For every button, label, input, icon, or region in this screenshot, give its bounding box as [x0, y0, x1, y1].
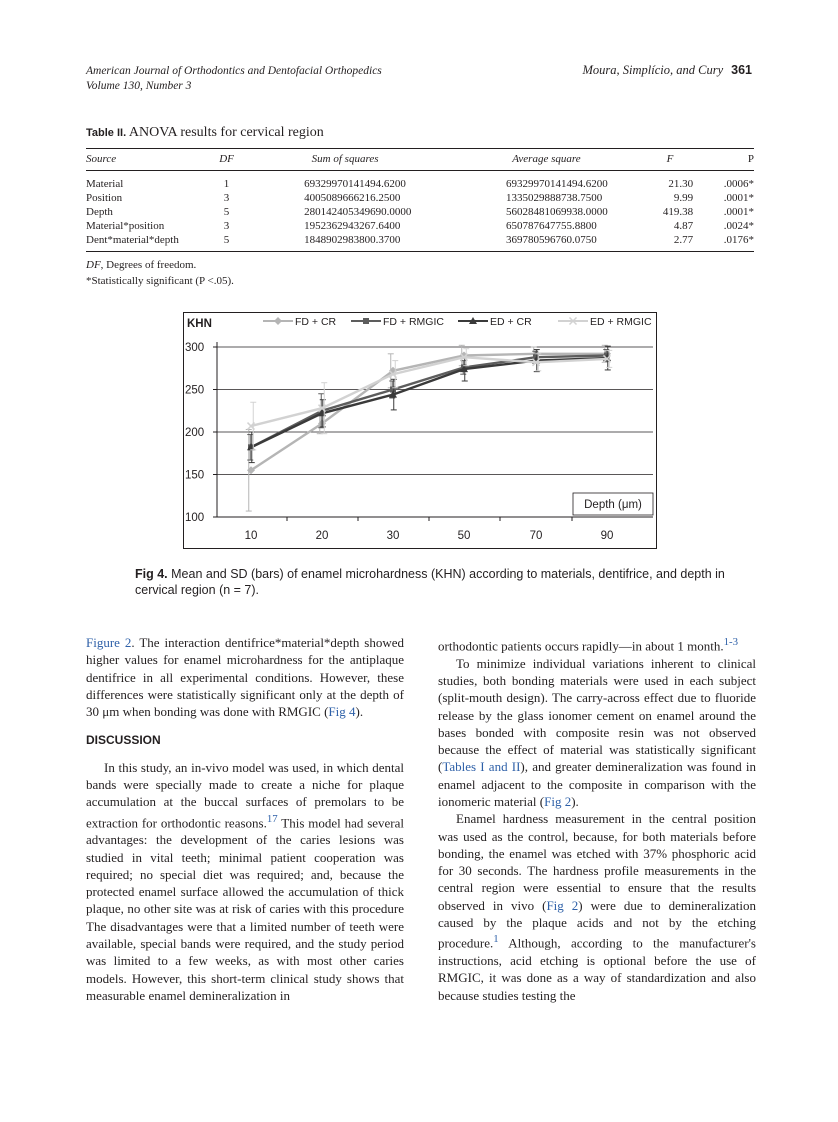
khn-depth-chart: [183, 312, 657, 549]
x-tick-label: 30: [386, 530, 400, 542]
journal-name: American Journal of Orthodontics and Dentofacial Orthopedics: [86, 65, 382, 77]
y-tick-label: 100: [185, 512, 205, 524]
table-title-text: ANOVA results for cervical region: [128, 125, 324, 140]
paragraph: [438, 655, 756, 811]
table-header-cell: Source: [86, 149, 209, 171]
table-header-cell: P: [693, 149, 754, 171]
table-cell: 1: [223, 178, 230, 190]
table-cell: 1952362943267.6400: [304, 220, 401, 232]
table-cell: 3: [223, 192, 230, 204]
table-cell: Material*position: [86, 220, 165, 232]
body-column-left: [86, 634, 404, 1004]
y-tick-label: 300: [185, 342, 205, 354]
table-title: [86, 125, 324, 141]
paragraph-text: Although, according to the manufacturer's instructions, acid etching is optional before the use of RMGIC, it was done as a way of standardization and also because studies testing the: [438, 935, 756, 1003]
table-footnote: [86, 259, 196, 271]
x-tick-label: 50: [457, 530, 471, 542]
running-header-right: [583, 63, 752, 78]
table-cell: 21.30: [668, 178, 694, 190]
section-heading: DISCUSSION: [86, 733, 161, 748]
paragraph: [86, 634, 404, 720]
table-cell: 280142405349690.0000: [304, 206, 412, 218]
table-row: [86, 191, 754, 205]
table-cell: 69329970141494.6200: [506, 178, 608, 190]
table-row: [86, 205, 754, 219]
legend-label: FD + RMGIC: [383, 316, 444, 328]
legend-label: ED + CR: [490, 316, 532, 328]
table-cell: 650787647755.8800: [506, 220, 597, 232]
table-label: Table II.: [86, 127, 127, 139]
figure-caption-text: Mean and SD (bars) of enamel microhardness (KHN) according to materials, dentifrice, and depth in cervical region (n = 7).: [135, 567, 725, 597]
table-cell: 5: [209, 233, 244, 252]
table-row: [86, 233, 754, 252]
x-axis-label: Depth (μm): [584, 499, 642, 511]
table-cell: 56028481069938.0000: [506, 206, 608, 218]
paragraph-text: ).: [571, 794, 579, 809]
running-header-left: [86, 64, 382, 94]
legend-label: FD + CR: [295, 316, 337, 328]
table-cell: .0176*: [693, 233, 754, 252]
paragraph: [86, 759, 404, 1004]
table-cell: 2.77: [647, 233, 693, 252]
table-cell: 4005089666216.2500: [304, 192, 401, 204]
table-cell: Dent*material*depth: [86, 233, 209, 252]
figure-2-link[interactable]: Figure 2: [86, 635, 132, 650]
figure-2-link[interactable]: Fig 2: [544, 794, 572, 809]
page-number: 361: [731, 63, 752, 77]
table-cell: 1848902983800.3700: [244, 233, 446, 252]
paragraph-text: ).: [355, 704, 364, 720]
paragraph-text: Enamel hardness measurement in the central position was used as the control, because, for both materials before bonding, the enamel was etched with 37% phosphoric acid for 30 seconds. The hardness profile measurements in the central region were essential to ensure that the results observed in vivo (: [438, 811, 756, 913]
table-cell: .0001*: [723, 192, 754, 204]
legend-label: ED + RMGIC: [590, 316, 652, 328]
table-header-cell: F: [647, 149, 693, 171]
y-tick-label: 150: [185, 469, 205, 482]
x-tick-label: 10: [244, 530, 258, 542]
footnote-abbrev: DF: [86, 259, 101, 271]
table-cell: 9.99: [673, 192, 694, 204]
tables-link[interactable]: Tables I and II: [442, 759, 521, 775]
paragraph-text: ) were due to demineralization caused by the plaque acids and not by the etching procedure.: [438, 897, 757, 951]
body-column-right: [438, 634, 756, 1004]
table-header-row: [86, 149, 754, 171]
figure-4-link[interactable]: Fig 4: [328, 704, 356, 720]
table-cell: 1335029888738.7500: [506, 192, 603, 204]
figure-2-link[interactable]: Fig 2: [546, 897, 579, 913]
table-header-cell: Sum of squares: [244, 149, 446, 171]
paragraph-text: To minimize individual variations inherent to clinical studies, both bonding materials were used in each subject (split-mouth design). The carry-across effect due to fluoride release by the glass ionomer cement on enamel around the bases bonded with composite resin was not observed because the effect of material was statistically significant (: [438, 655, 756, 775]
x-tick-label: 20: [315, 530, 329, 542]
table-row: [86, 219, 754, 233]
paragraph-text: orthodontic patients occurs rapidly—in about 1 month.: [438, 638, 724, 654]
y-tick-label: 200: [185, 427, 205, 439]
table-footnote-significance: *Statistically significant (P <.05).: [86, 275, 234, 287]
table-cell: Material: [86, 178, 124, 190]
data-point: [363, 318, 369, 324]
reference-1-link[interactable]: 1: [493, 933, 499, 946]
paragraph: [438, 810, 756, 1004]
x-tick-label: 70: [529, 530, 543, 542]
table-cell: 369780596760.0750: [446, 233, 647, 252]
table-header-cell: Average square: [446, 149, 647, 171]
paragraph-text: In this study, an in-vivo model was used, in which dental bands were specially made to create a niche for plaque accumulation at the buccal surfaces of premolars to be extraction for orthodontic reasons.: [86, 759, 404, 830]
paragraph: [438, 634, 756, 655]
y-tick-label: 250: [185, 384, 205, 397]
table-cell: 4.87: [673, 220, 694, 232]
y-axis-label: KHN: [187, 318, 212, 330]
author-names: Moura, Simplício, and Cury: [582, 63, 724, 77]
paragraph-text: . The interaction dentifrice*material*depth showed higher values for enamel microhardness for the antiplaque dentifrice in all experimental conditions. However, these differences were statistically significant only at the depth of 30 μm when bonding was done with RMGIC (: [86, 635, 404, 720]
table-header-cell: DF: [209, 149, 244, 171]
table-cell: 69329970141494.6200: [304, 178, 406, 190]
figure-caption: [135, 566, 735, 598]
table-cell: 5: [223, 206, 230, 218]
table-cell: Position: [86, 192, 123, 204]
paragraph-text: ), and greater demineralization was found in enamel adjacent to the composite in comparison with the ionomeric material (: [438, 759, 756, 809]
table-cell: .0006*: [723, 178, 754, 190]
table-row: [86, 171, 754, 192]
reference-1-3-link[interactable]: 1-3: [723, 636, 739, 648]
table-cell: 419.38: [662, 206, 694, 218]
journal-volume: Volume 130, Number 3: [86, 80, 192, 92]
reference-17-link[interactable]: 17: [266, 812, 278, 825]
table-cell: 3: [223, 220, 230, 232]
table-cell: .0001*: [723, 206, 754, 218]
paragraph-text: This model had several advantages: the development of the caries lesions was studied in vital teeth; minimal patient cooperation was required; no special diet was required; and, because the protected enamel surface allowed the accumulation of thick plaque, no other site was at risk of caries with this procedure The disadvantages were that a limited number of teeth were available, special bands were required, and the study period was limited to a few weeks, as with most other caries models. However, this short-term clinical study shows that measurable enamel demineralization in: [86, 815, 404, 1003]
x-tick-label: 90: [600, 530, 614, 542]
anova-table: [86, 148, 754, 252]
footnote-text: , Degrees of freedom.: [100, 259, 197, 271]
figure-label: Fig 4.: [135, 567, 168, 581]
table-cell: Depth: [86, 206, 113, 218]
table-cell: .0024*: [723, 220, 754, 232]
